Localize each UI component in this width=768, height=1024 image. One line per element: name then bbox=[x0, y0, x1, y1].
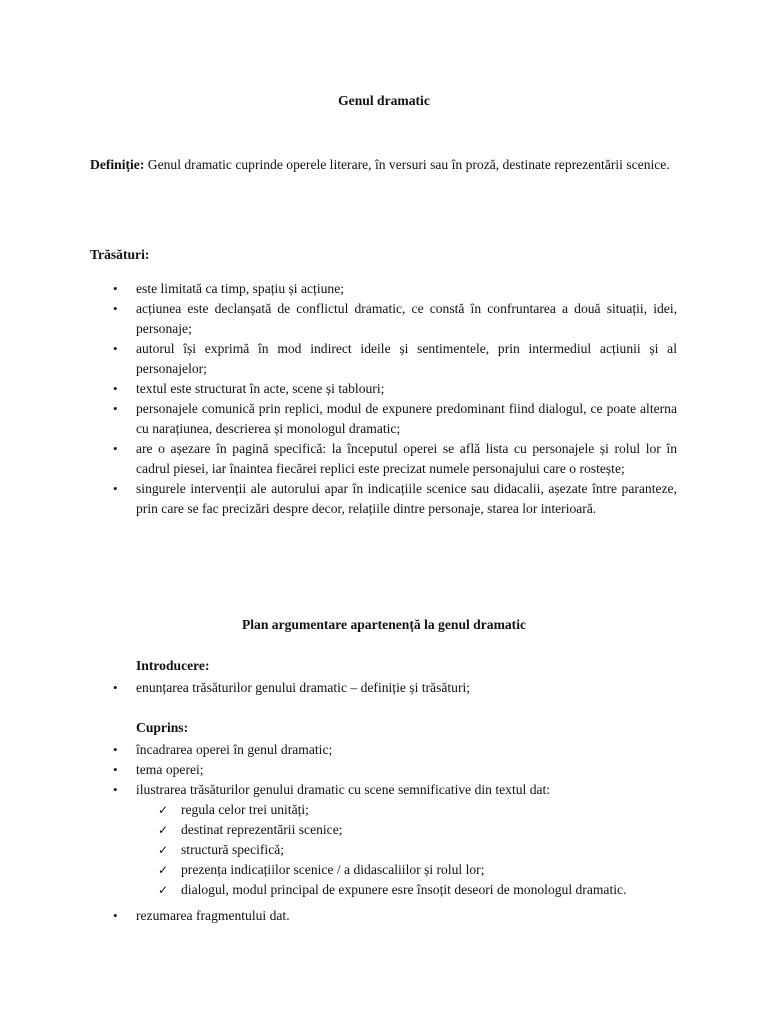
list-item: • tema operei; bbox=[90, 760, 677, 780]
body-section bbox=[90, 740, 677, 900]
definition-paragraph bbox=[90, 155, 677, 175]
list-item: • rezumarea fragmentului dat. bbox=[90, 906, 677, 926]
traits-heading: Trăsături: bbox=[90, 247, 150, 262]
list-item: • personajele comunică prin replici, modul de expunere predominant fiind dialogul, ce poate alterna cu narațiunea, descrierea și monologul dramatic; bbox=[90, 399, 677, 439]
checkmark-icon: ✓ bbox=[158, 823, 169, 837]
list-item: • este limitată ca timp, spațiu și acțiune; bbox=[90, 279, 677, 299]
list-item: • textul este structurat în acte, scene și tablouri; bbox=[90, 379, 677, 399]
checklist-item-text: regula celor trei unități; bbox=[181, 802, 309, 817]
definition-text: Genul dramatic cuprinde operele literare, în versuri sau în proză, destinate reprezentării scenice. bbox=[144, 157, 670, 172]
plan-title: Plan argumentare apartenență la genul dramatic bbox=[241, 617, 527, 632]
checkmark-icon: ✓ bbox=[158, 863, 169, 877]
list-item: • autorul își exprimă în mod indirect ideile și sentimentele, prin intermediul acțiunii și al personajelor; bbox=[90, 339, 677, 379]
intro-list bbox=[90, 678, 677, 698]
list-item: • are o așezare în pagină specifică: la începutul operei se află lista cu personajele și rolul lor în cadrul piesei, iar înaintea fiecărei replici este precizat numele personajului care o rostește; bbox=[90, 439, 677, 479]
checklist bbox=[90, 800, 677, 900]
checklist-item bbox=[158, 800, 677, 820]
list-item: • acțiunea este declanșată de conflictul dramatic, ce constă în confruntarea a două situații, idei, personaje; bbox=[90, 299, 677, 339]
document-title: Genul dramatic bbox=[338, 93, 430, 108]
list-item: • enunțarea trăsăturilor genului dramatic – definiție și trăsături; bbox=[90, 678, 677, 698]
body-heading: Cuprins: bbox=[136, 720, 189, 735]
intro-heading: Introducere: bbox=[136, 658, 210, 673]
final-list bbox=[90, 906, 677, 926]
checklist-item-text: prezența indicațiilor scenice / a didascaliilor și rolul lor; bbox=[181, 862, 485, 877]
list-item: • singurele intervenții ale autorului apar în indicațiile scenice sau didacalii, așezate între paranteze, prin care se fac precizări despre decor, relațiile dintre personaje, starea lor interioară. bbox=[90, 479, 677, 519]
checklist-item-text: dialogul, modul principal de expunere esre însoțit deseori de monologul dramatic. bbox=[181, 882, 627, 897]
definition-label: Definiție: bbox=[90, 157, 145, 172]
checklist-item bbox=[158, 840, 677, 860]
body-list bbox=[90, 740, 677, 800]
list-item: • ilustrarea trăsăturilor genului dramatic cu scene semnificative din textul dat: bbox=[90, 780, 677, 800]
checklist-item-text: structură specifică; bbox=[181, 842, 285, 857]
checkmark-icon: ✓ bbox=[158, 803, 169, 817]
checklist-item bbox=[158, 860, 677, 880]
traits-list bbox=[90, 279, 677, 519]
checklist-item bbox=[158, 820, 677, 840]
checkmark-icon: ✓ bbox=[158, 883, 169, 897]
checklist-item bbox=[158, 880, 677, 900]
checkmark-icon: ✓ bbox=[158, 843, 169, 857]
list-item: • încadrarea operei în genul dramatic; bbox=[90, 740, 677, 760]
checklist-item-text: destinat reprezentării scenice; bbox=[181, 822, 343, 837]
